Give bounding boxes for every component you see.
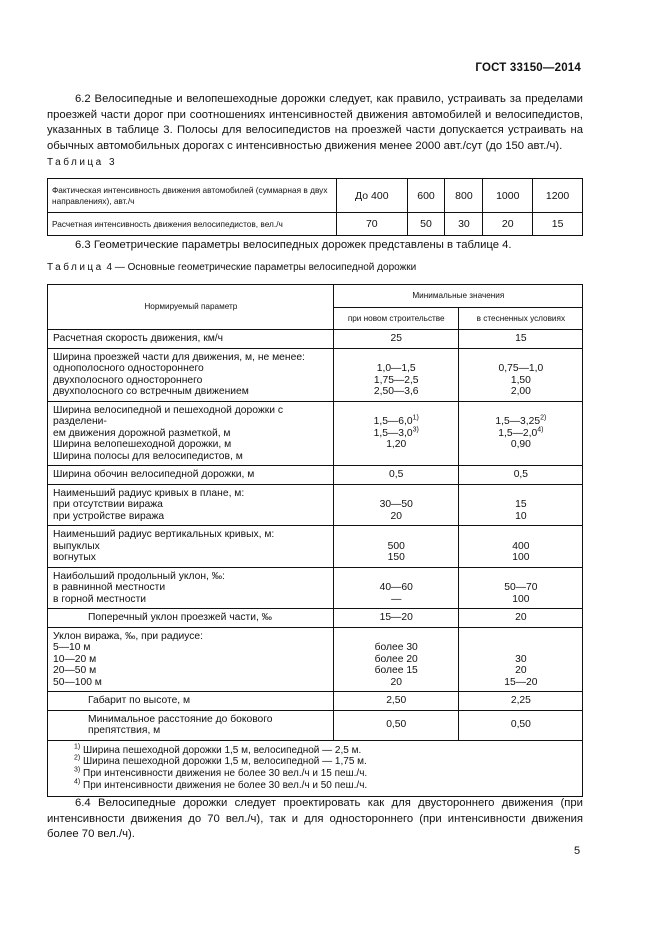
table-row [48,330,583,349]
line: 0,90 [510,439,531,450]
value-cell [458,526,582,568]
line: 1,5—2,0$^{4)}$ [498,426,544,439]
line: 2,50—3,6 [373,386,419,397]
paragraph-6-3 [47,238,583,254]
value-cell: 2,50 [333,692,458,711]
line: 10—20 м [53,653,97,665]
line: Ширина велопешеходной дорожки, м [53,439,232,450]
line: 1,50 [510,374,531,386]
line: 15 [515,499,527,510]
table-cell: 15 [533,213,583,236]
table-row [48,179,583,213]
value-cell: 0,5 [333,466,458,485]
line: 10 [515,510,527,522]
line: 100 [512,552,530,563]
value-cell [458,348,582,401]
line: 20—50 м [53,665,97,676]
paragraph-6-4 [47,796,583,843]
line: 1,0—1,5 [376,363,416,374]
table-row [48,401,583,466]
line: в горной местности [53,593,147,605]
line: более 20 [374,653,418,665]
line: двухполосного со встречным движением [53,386,249,397]
line: 50—100 м [53,676,102,688]
table-row [48,567,583,609]
footnote: $^{1)}$ Ширина пешеходной дорожки 1,5 м, велосипедной — 2,5 м. [74,743,362,756]
table-4-caption-text: 4 — Основные геометрические параметры велосипедной дорожки [106,262,417,273]
table-cell: 70 [337,213,408,236]
header-min-values: Минимальные значения [333,285,582,308]
document-header: ГОСТ 33150—2014 [475,62,581,74]
value-cell [458,567,582,609]
table-cell: 1000 [483,179,533,213]
line: Уклон виража, ‰, при радиусе: [53,630,204,642]
line: Наименьший радиус кривых в плане, м: [53,487,245,499]
footnotes-cell [48,740,583,796]
table-cell: 800 [445,179,483,213]
line: при отсутствии виража [53,499,163,510]
line: 20 [390,676,402,688]
value-cell [333,484,458,526]
param-cell: Габарит по высоте, м [48,692,334,711]
table-3-caption: Таблица 3 [47,157,118,168]
table-row [48,627,583,692]
param-cell: Ширина обочин велосипедной дорожки, м [48,466,334,485]
paragraph-6-2 [47,92,583,154]
table-cell: 1200 [533,179,583,213]
footnote-ref: 4) [537,426,544,434]
line: 400 [512,540,530,552]
param-cell: Поперечный уклон проезжей части, ‰ [48,609,334,628]
line: Наибольший продольный уклон, ‰: [53,570,225,582]
line: 40—60 [379,582,413,593]
paragraph-6-2-text: 6.2 Велосипедные и велопешеходные дорожки следует, как правило, устраивать за пределами проезжей части дорог при соотношениях интенсивностей движения автомобилей и велосипедистов, указанных в таблице 3. Полосы для велосипедистов на проезжей части допускается устраивать на обычных автомобильных дорогах с интенсивностью движения менее 2000 авт./сут (до 150 авт./ч). [47,93,583,152]
header-param: Нормируемый параметр [48,285,334,330]
table-row [48,213,583,236]
line: 1,5—6,0$^{1)}$ [373,414,419,427]
line: ем движения дорожной разметкой, м [53,427,231,439]
header-cramped-conditions: в стесненных условиях [458,308,582,330]
line: двухполосного одностороннего [53,374,203,386]
footnote-ref: 3) [412,426,419,434]
value-cell: 0,50 [458,710,582,740]
table-cell: 50 [407,213,445,236]
line: выпуклых [53,540,100,552]
footnote: $^{4)}$ При интенсивности движения не более 30 вел./ч и 50 пеш./ч. [74,778,368,791]
footnotes-row [48,740,583,796]
line: 15—20 [504,676,538,688]
line: более 15 [374,665,418,676]
line: — [391,593,402,605]
table-cell: До 400 [337,179,408,213]
line: 20 [515,665,527,676]
table-row [48,348,583,401]
table-row [48,692,583,711]
line: 500 [387,540,405,552]
line: 100 [512,593,530,605]
table-row [48,609,583,628]
param-cell: Расчетная скорость движения, км/ч [48,330,334,349]
line: в равнинной местности [53,582,166,593]
paragraph-6-4-text: 6.4 Велосипедные дорожки следует проектировать как для двустороннего движения (при интенсивности движения до 70 вел./ч), так и для одностороннего (при интенсивности движения более 70 вел./ч). [47,797,583,840]
table-row [48,710,583,740]
param-cell [48,627,334,692]
table-4-caption [47,262,416,273]
value-cell [333,627,458,692]
line: Наименьший радиус вертикальных кривых, м: [53,529,275,540]
value-cell: 0,50 [333,710,458,740]
line: 1,75—2,5 [373,374,419,386]
table-row [48,526,583,568]
table-4 [47,284,583,797]
line: вогнутых [53,552,96,563]
param-cell [48,484,334,526]
table-row [48,466,583,485]
value-cell [458,401,582,466]
table-3 [47,178,583,236]
footnote-ref: 1) [412,414,419,422]
param-cell: Минимальное расстояние до бокового препятствия, м [48,710,334,740]
line: 2,00 [510,386,531,397]
param-cell [48,348,334,401]
value-cell [458,627,582,692]
table-cell: Расчетная интенсивность движения велосипедистов, вел./ч [48,213,337,236]
value-cell [333,567,458,609]
param-cell [48,526,334,568]
line: 150 [387,552,405,563]
value-cell: 25 [333,330,458,349]
param-cell [48,401,334,466]
line: более 30 [374,642,418,653]
value-cell [333,348,458,401]
param-cell [48,567,334,609]
table-cell: 30 [445,213,483,236]
line: 0,75—1,0 [498,363,544,374]
value-cell [333,526,458,568]
line: Ширина велосипедной и пешеходной дорожки с разделени- [53,404,284,427]
table-cell: 600 [407,179,445,213]
line: 1,5—3,0$^{3)}$ [373,426,419,439]
table-cell: Фактическая интенсивность движения автомобилей (суммарная в двух направлениях), авт./ч [48,179,337,213]
line: 30—50 [379,499,413,510]
value-cell [458,484,582,526]
value-cell: 15—20 [333,609,458,628]
value-cell: 20 [458,609,582,628]
line: 1,20 [386,439,407,450]
value-cell [333,401,458,466]
footnote: $^{2)}$ Ширина пешеходной дорожки 1,5 м, велосипедной — 1,75 м. [74,754,367,768]
table-header-row [48,285,583,308]
footnote: $^{3)}$ При интенсивности движения не более 30 вел./ч и 15 пеш./ч. [74,766,368,780]
line: Ширина проезжей части для движения, м, не менее: [53,351,305,363]
footnote-ref: 2) [540,414,547,422]
line: Ширина полосы для велосипедистов, м [53,450,243,462]
page-number: 5 [574,845,581,857]
header-new-construction: при новом строительстве [333,308,458,330]
table-4-caption-word: Таблица [47,262,104,273]
line: 20 [390,510,402,522]
table-cell: 20 [483,213,533,236]
value-cell: 0,5 [458,466,582,485]
value-cell: 15 [458,330,582,349]
table-row [48,484,583,526]
line: при устройстве виража [53,510,165,522]
line: 5—10 м [53,642,91,653]
line: 30 [515,653,527,665]
line: однополосного одностороннего [53,363,204,374]
paragraph-6-3-text: 6.3 Геометрические параметры велосипедных дорожек представлены в таблице 4. [75,239,512,251]
value-cell: 2,25 [458,692,582,711]
line: 1,5—3,25$^{2)}$ [495,414,547,427]
line: 50—70 [504,582,538,593]
